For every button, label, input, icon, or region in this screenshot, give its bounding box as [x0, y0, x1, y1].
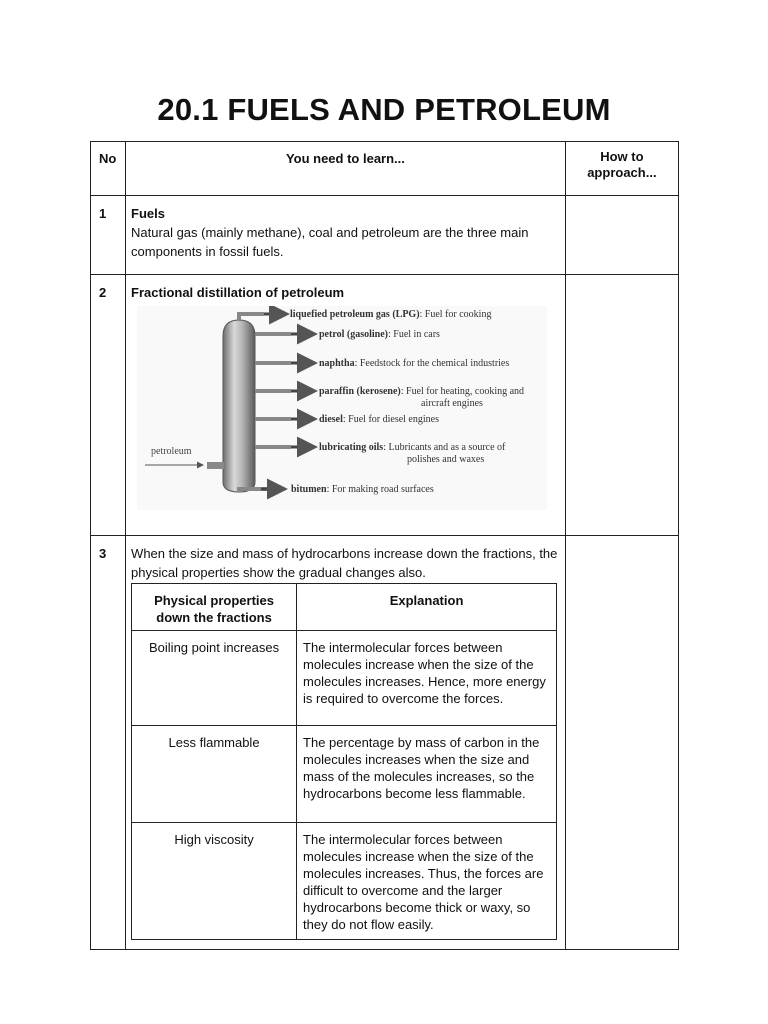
distillation-diagram [131, 306, 551, 511]
header-learn: You need to learn... [126, 142, 566, 196]
svg-text:petrol (gasoline): Fuel in car [319, 329, 440, 340]
fraction-use: : Feedstock for the chemical industries [354, 358, 510, 369]
fraction-use: : Fuel for cooking [419, 309, 492, 320]
learn-cell [126, 536, 566, 950]
learning-table [90, 141, 679, 950]
distillation-column [223, 320, 255, 492]
fraction-use: : Fuel for diesel engines [342, 414, 440, 425]
table-row [91, 196, 679, 275]
explanation-cell: The intermolecular forces between molecules increase when the size of the molecules increases. Hence, more energy is required to overcome the forces. [297, 631, 557, 726]
learn-cell [126, 196, 566, 275]
input-pipe [207, 462, 224, 469]
property-cell: Less flammable [132, 726, 297, 823]
properties-header-row [132, 584, 557, 631]
svg-text:liquefied petroleum gas (LPG): [290, 309, 491, 320]
properties-header-col1: Physical properties down the fractions [132, 584, 297, 631]
properties-table [131, 583, 557, 940]
fraction-use-cont: aircraft engines [421, 398, 483, 409]
svg-text:naphtha: Feedstock for the che [319, 358, 509, 369]
table-row [91, 275, 679, 536]
fraction-name: diesel [319, 414, 343, 425]
approach-cell [565, 536, 678, 950]
fraction-name: lubricating oils [319, 442, 384, 453]
row-heading: Fuels [131, 206, 166, 221]
row-text: When the size and mass of hydrocarbons increase down the fractions, the physical properties show the gradual changes also. [131, 546, 558, 580]
fraction-name: liquefied petroleum gas (LPG) [290, 309, 420, 320]
row-text: Natural gas (mainly methane), coal and petroleum are the three main components in fossil fuels. [131, 225, 529, 259]
table-row [91, 536, 679, 950]
input-label: petroleum [151, 446, 192, 457]
approach-cell [565, 196, 678, 275]
fraction-name: paraffin (kerosene) [319, 386, 401, 397]
row-number: 1 [91, 196, 126, 275]
properties-row [132, 631, 557, 726]
fraction-name: bitumen [291, 484, 327, 495]
fraction-use: : Lubricants and as a source of [383, 442, 506, 453]
row-number: 2 [91, 275, 126, 536]
properties-row [132, 726, 557, 823]
fraction-use: : Fuel in cars [388, 329, 440, 340]
svg-text:paraffin (kerosene): Fuel for [319, 386, 524, 397]
explanation-cell: The percentage by mass of carbon in the molecules increases when the size and mass of the molecules increases, so the hydrocarbons become less flammable. [297, 726, 557, 823]
learn-cell [126, 275, 566, 536]
svg-text:bitumen: For making road surfa [291, 484, 434, 495]
property-cell: High viscosity [132, 823, 297, 940]
fraction-use: : Fuel for heating, cooking and [400, 386, 525, 397]
fraction-name: naphtha [319, 358, 355, 369]
fraction-name: petrol (gasoline) [319, 329, 389, 340]
properties-header-col2: Explanation [297, 584, 557, 631]
approach-cell [565, 275, 678, 536]
fraction-use-cont: polishes and waxes [407, 454, 485, 465]
fractionating-column-svg [131, 306, 551, 511]
row-number: 3 [91, 536, 126, 950]
explanation-cell: The intermolecular forces between molecules increase when the size of the molecules increases. Thus, the forces are difficult to overcome and the larger hydrocarbons become thick or waxy, so they do not flow easily. [297, 823, 557, 940]
header-how: How to approach... [565, 142, 678, 196]
properties-row [132, 823, 557, 940]
page-title: 20.1 FUELS AND PETROLEUM [157, 92, 611, 127]
svg-text:lubricating oils: Lubricants a [319, 442, 506, 453]
fraction-use: : For making road surfaces [326, 484, 434, 495]
svg-text:diesel: Fuel for diesel engine [319, 414, 439, 425]
header-no: No [91, 142, 126, 196]
row-heading: Fractional distillation of petroleum [131, 285, 345, 300]
table-header-row [91, 142, 679, 196]
property-cell: Boiling point increases [132, 631, 297, 726]
